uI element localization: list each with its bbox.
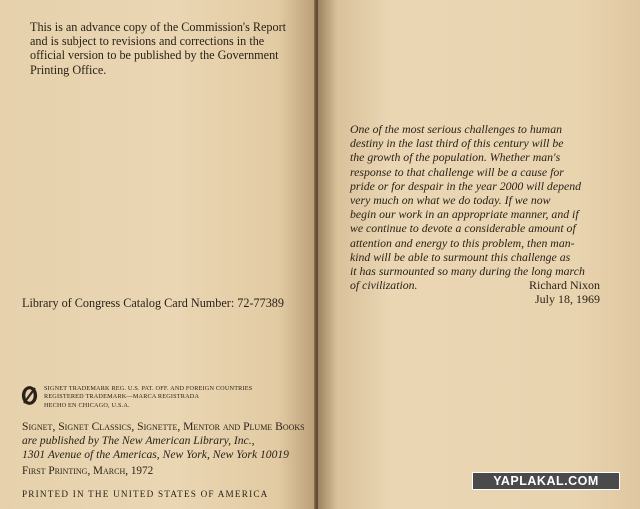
catalog-card-number: Library of Congress Catalog Card Number: 72-77389 — [22, 296, 284, 310]
publisher-info — [22, 420, 305, 463]
quote-line: One of the most serious challenges to human — [350, 122, 562, 136]
signature-date: July 18, 1969 — [534, 292, 600, 306]
publisher-line: are published by The New American Library, Inc., — [22, 434, 255, 448]
advance-copy-notice: This is an advance copy of the Commission's Report and is subject to revisions and corrections in the official version to be published by the Government Printing Office. — [30, 20, 287, 77]
quote-line: very much on what we do today. If we now — [350, 193, 551, 208]
quote-line: pride or for despair in the year 2000 will depend — [350, 178, 582, 193]
signature-block — [529, 278, 600, 306]
trademark-line: HECHO EN CHICAGO, U.S.A. — [44, 401, 130, 409]
trademark-block — [44, 385, 252, 410]
signet-logo-icon — [21, 385, 38, 406]
quote-line: begin our work in an appropriate manner, and if — [350, 207, 579, 222]
first-printing: First Printing, March, 1972 — [22, 465, 154, 477]
signature-name: Richard Nixon — [529, 278, 600, 292]
quote-line: destiny in the last third of this century will be — [350, 136, 564, 151]
quote-line: of civilization. — [350, 278, 418, 293]
trademark-line: REGISTERED TRADEMARK—MARCA REGISTRADA — [44, 393, 200, 401]
quote-line: we continue to devote a considerable amount of — [350, 221, 576, 236]
trademark-line: SIGNET TRADEMARK REG. U.S. PAT. OFF. AND FOREIGN COUNTRIES — [44, 385, 253, 392]
quote-line: it has surmounted so many during the long march — [350, 264, 585, 279]
imprint-names: Signet, Signet Classics, Signette, Mentor and Plume Books — [22, 420, 305, 433]
printed-in: PRINTED IN THE UNITED STATES OF AMERICA — [22, 489, 269, 499]
publisher-address: 1301 Avenue of the Americas, New York, New York 10019 — [22, 448, 289, 462]
quote-line: kind will be able to surmount this challenge as — [350, 249, 571, 264]
quote-line: the growth of the population. Whether man's — [350, 150, 561, 165]
quote-line: attention and energy to this problem, then man- — [350, 235, 575, 250]
left-page — [0, 0, 316, 509]
site-watermark: YAPLAKAL.COM — [472, 472, 620, 490]
nixon-quote — [350, 122, 585, 292]
quote-line: response to that challenge will be a cause for — [350, 164, 564, 179]
